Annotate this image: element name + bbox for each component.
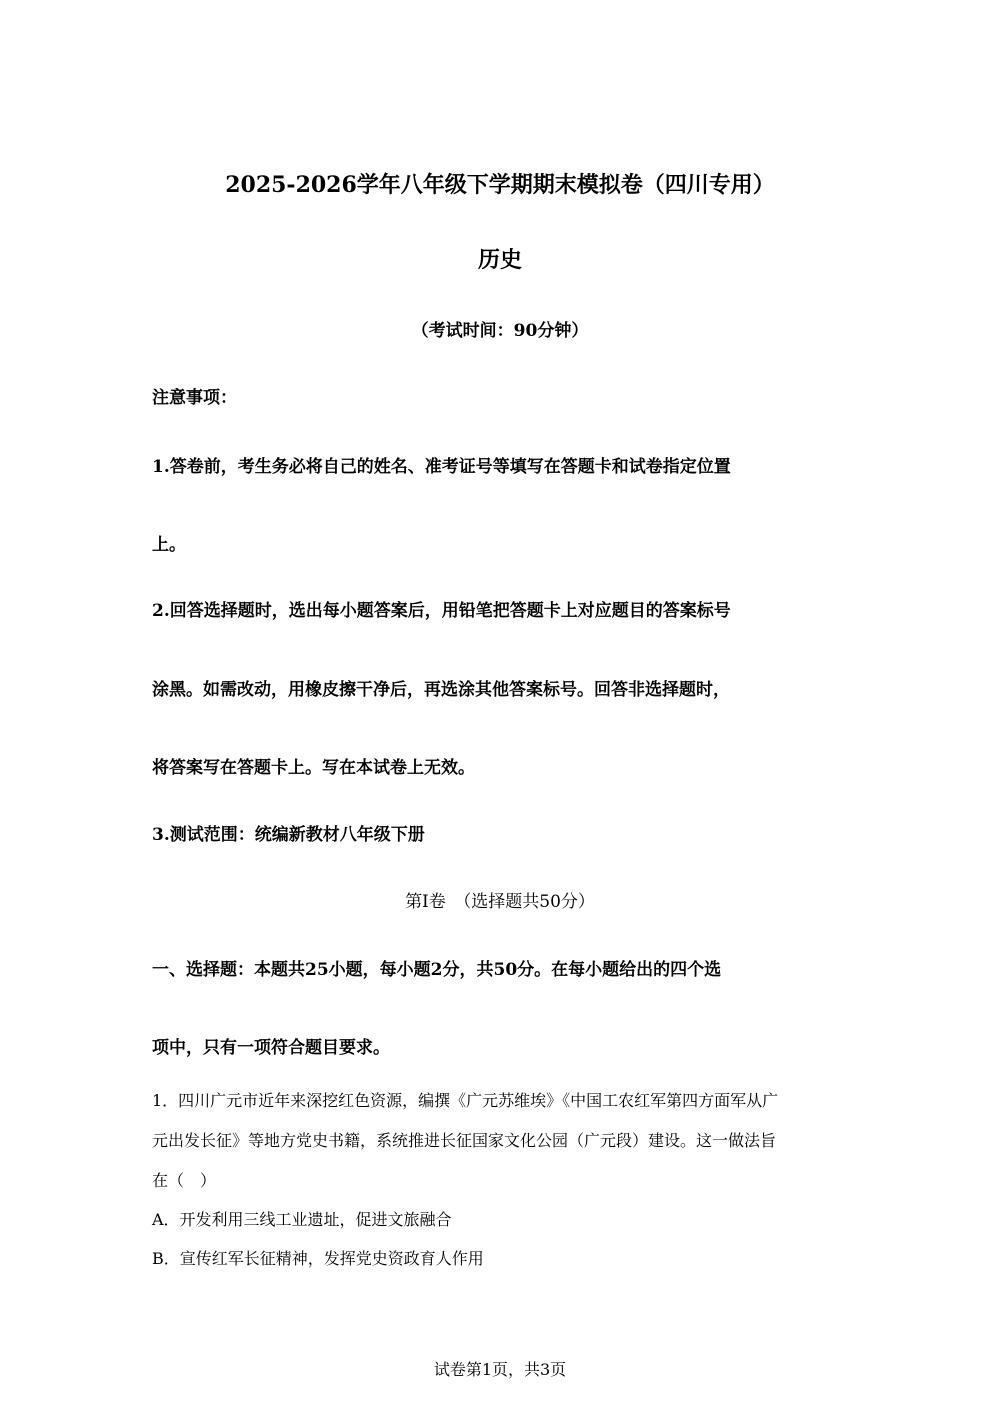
notice-line: 涂黑。如需改动，用橡皮擦干净后，再选涂其他答案标号。回答非选择题时， (152, 680, 730, 700)
option-a: A．开发利用三线工业遗址，促进文旅融合 (152, 1210, 452, 1229)
section-instruction: 项中，只有一项符合题目要求。 (152, 1038, 390, 1058)
notice-line: 1.答卷前，考生务必将自己的姓名、准考证号等填写在答题卡和试卷指定位置 (152, 457, 731, 477)
section-instruction: 一、选择题：本题共25小题，每小题2分，共50分。在每小题给出的四个选 (152, 960, 722, 980)
question-stem: 1．四川广元市近年来深挖红色资源，编撰《广元苏维埃》《中国工农红军第四方面军从广 (152, 1091, 779, 1110)
question-stem: 在（ ） (152, 1171, 217, 1190)
notice-line: 2.回答选择题时，选出每小题答案后，用铅笔把答题卡上对应题目的答案标号 (152, 601, 731, 621)
part1-title: 第Ⅰ卷 （选择题共50分） (405, 892, 595, 912)
question-stem: 元出发长征》等地方党史书籍，系统推进长征国家文化公园（广元段）建设。这一做法旨 (152, 1131, 777, 1150)
notice-line: 3.测试范围：统编新教材八年级下册 (152, 825, 425, 845)
exam-time: （考试时间：90分钟） (411, 321, 589, 341)
notice-line: 将答案写在答题卡上。写在本试卷上无效。 (152, 758, 475, 778)
subject-title: 历史 (477, 247, 522, 273)
notice-heading: 注意事项： (152, 388, 237, 408)
page-footer: 试卷第1页，共3页 (433, 1360, 567, 1379)
notice-line: 上。 (152, 535, 186, 555)
option-b: B．宣传红军长征精神，发挥党史资政育人作用 (152, 1249, 484, 1268)
exam-title: 2025-2026学年八年级下学期期末模拟卷（四川专用） (225, 172, 775, 198)
